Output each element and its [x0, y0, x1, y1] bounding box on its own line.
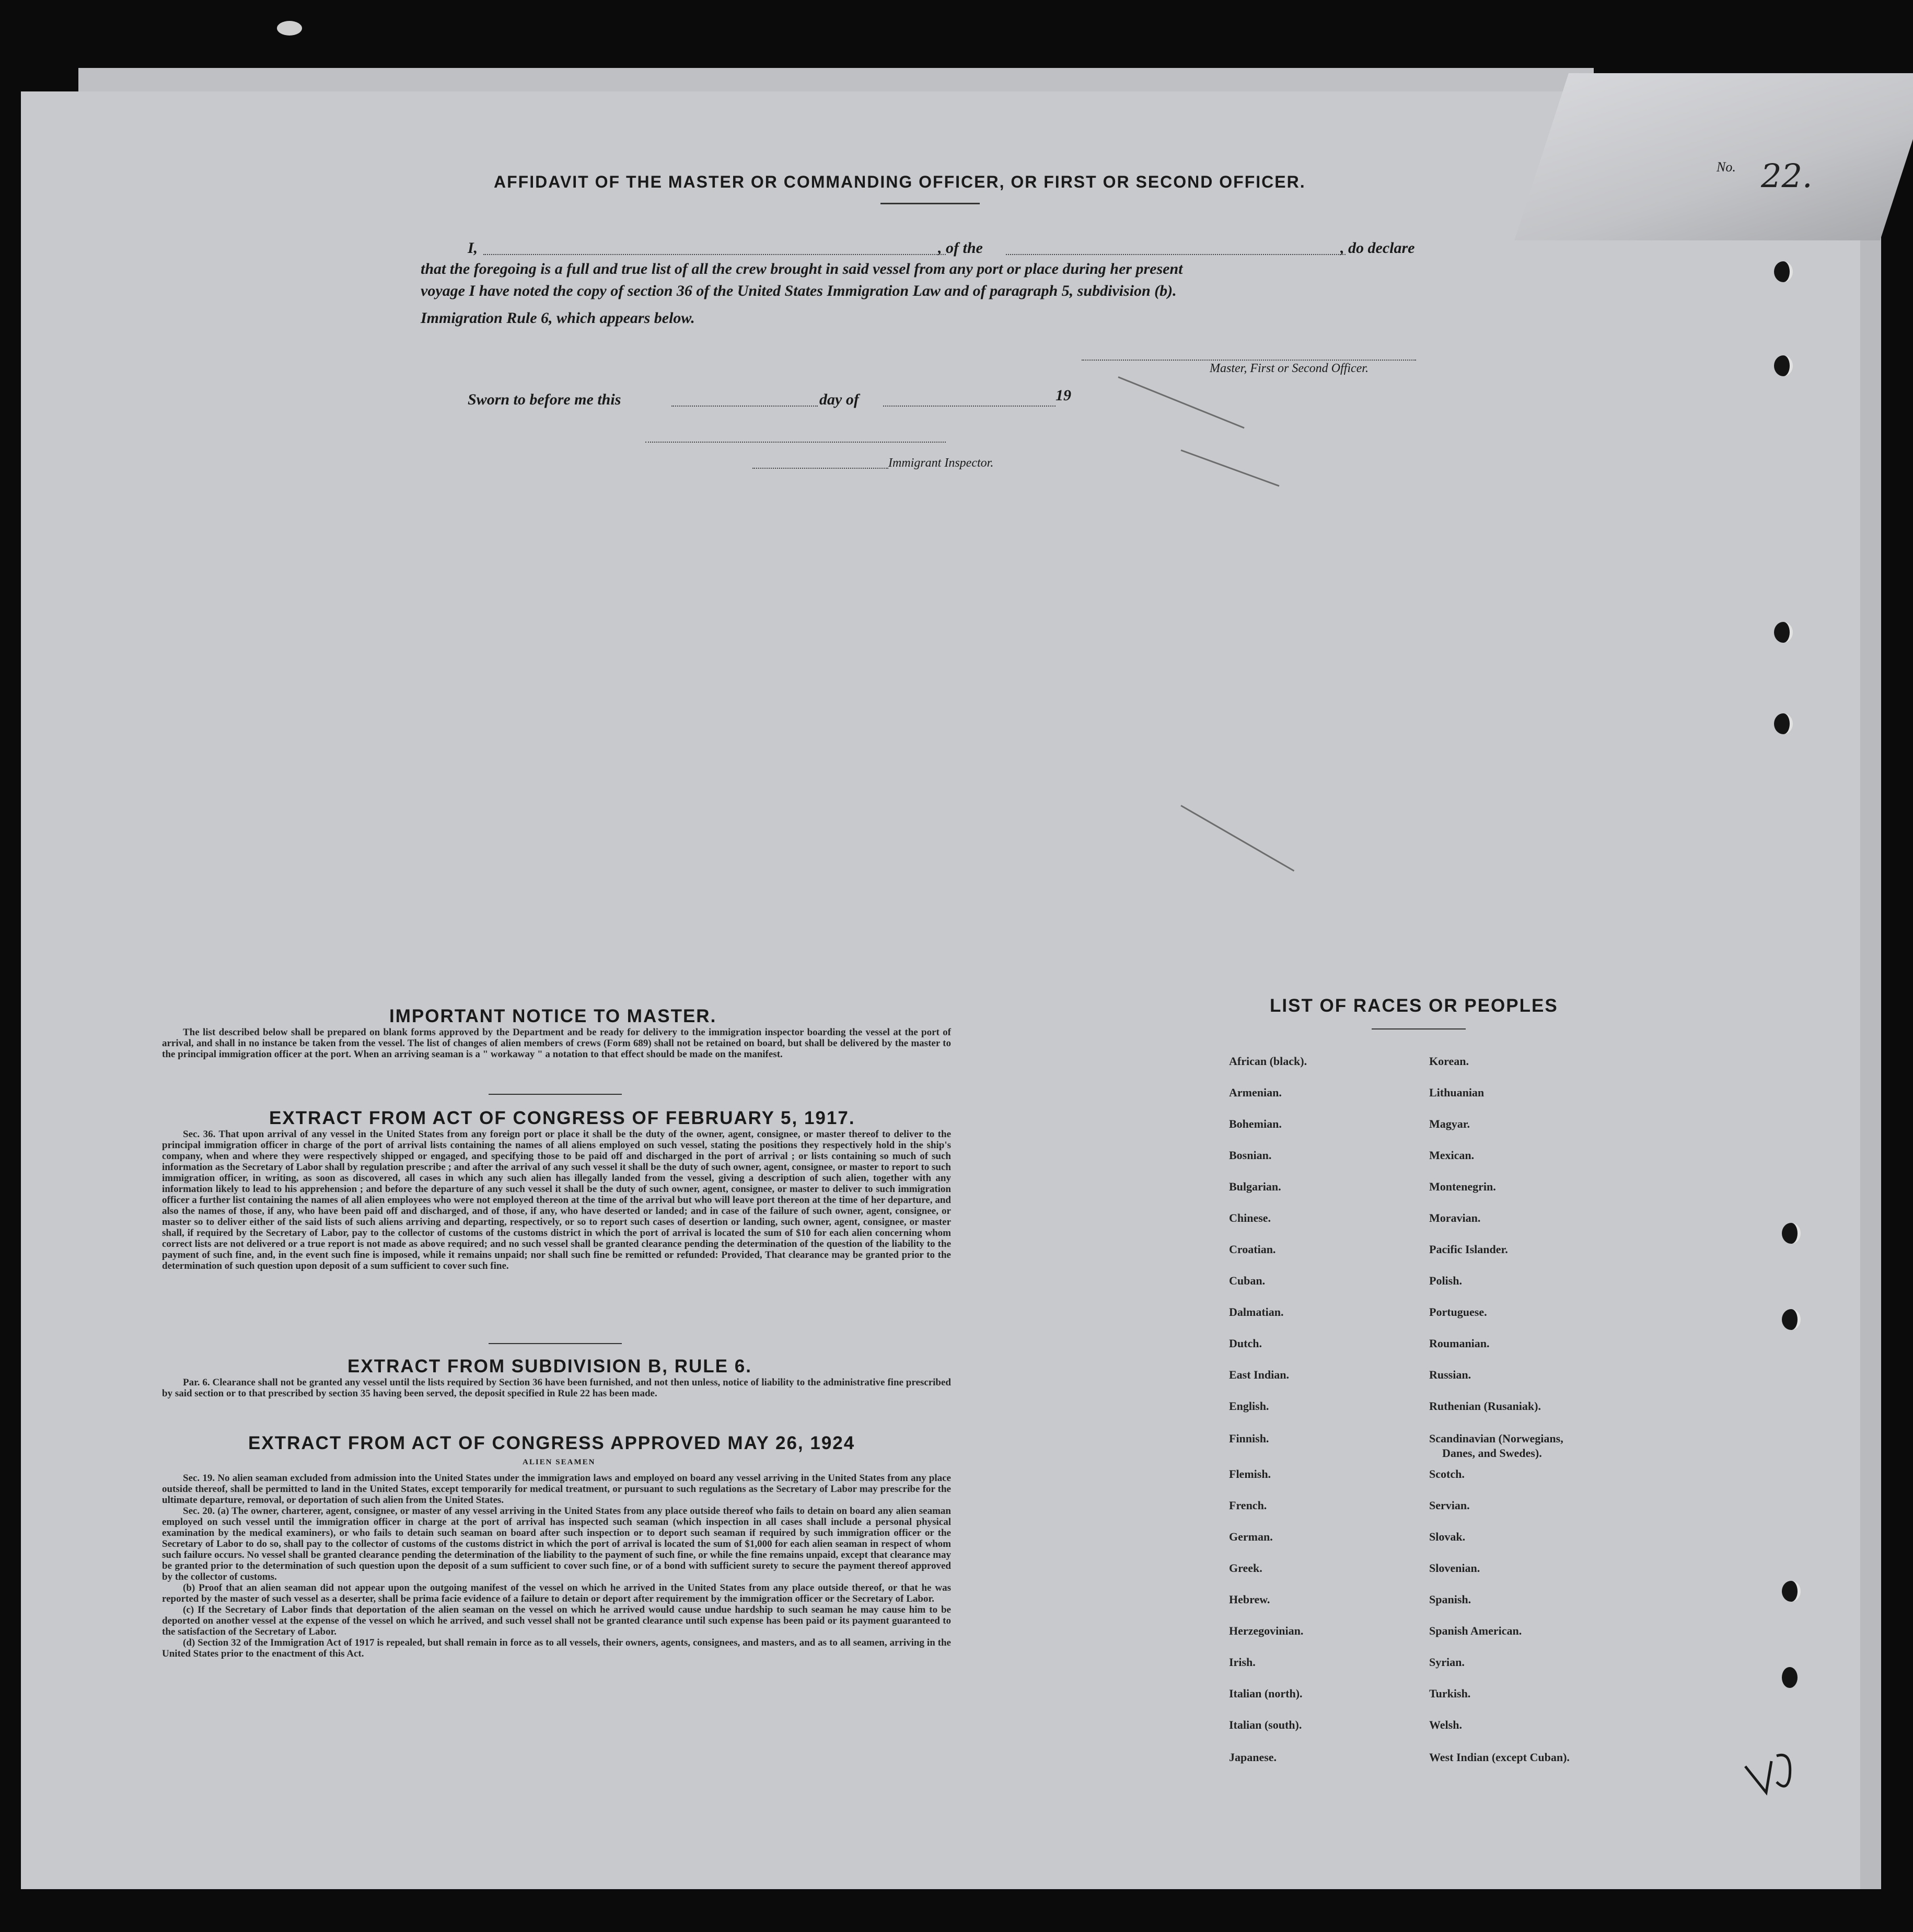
extract-1917-title: EXTRACT FROM ACT OF CONGRESS OF FEBRUARY 5, 1917.: [269, 1108, 855, 1128]
race-item: Bulgarian.: [1229, 1180, 1281, 1193]
race-item: German.: [1229, 1530, 1273, 1543]
master-signature-line[interactable]: [1082, 360, 1416, 361]
race-item: Armenian.: [1229, 1086, 1282, 1099]
extract-1917-text: [162, 1129, 951, 1271]
affidavit-title: AFFIDAVIT OF THE MASTER OR COMMANDING OFFICER, OR FIRST OR SECOND OFFICER.: [494, 172, 1306, 191]
affidavit-body-3: Immigration Rule 6, which appears below.: [421, 309, 695, 327]
race-item: Dutch.: [1229, 1337, 1262, 1350]
affidavit-body-1: that the foregoing is a full and true list of all the crew brought in said vessel from any port or place during her present: [421, 260, 1183, 277]
witness-line[interactable]: [645, 442, 946, 443]
day-of-text: day of: [819, 391, 859, 408]
list-number-label: No.: [1717, 159, 1736, 175]
race-item: Slovak.: [1429, 1530, 1466, 1543]
race-item: Korean.: [1429, 1055, 1469, 1068]
race-item: Flemish.: [1229, 1467, 1271, 1480]
binder-hole: [1782, 1309, 1801, 1330]
race-item: Roumanian.: [1429, 1337, 1490, 1350]
race-item: Finnish.: [1229, 1432, 1269, 1445]
sec20c-paragraph: (c) If the Secretary of Labor finds that deportation of the alien seaman on the vessel on which he arrived would cause undue hardship to such seaman he may cause him to be deported on another vessel at the expense of the vessel on which he arrived, and such vessel shall not be granted clearance until such expense has been paid or its payment guaranteed to the satisfaction of the Secretary of Labor.: [162, 1604, 951, 1637]
race-item: African (black).: [1229, 1055, 1307, 1068]
inspector-caption: Immigrant Inspector.: [888, 456, 994, 470]
binder-hole: [1774, 355, 1793, 376]
alien-seamen-subtitle: ALIEN SEAMEN: [523, 1458, 596, 1466]
race-item: French.: [1229, 1499, 1267, 1512]
sec36-paragraph: Sec. 36. That upon arrival of any vessel in the United States from any foreign port or place it shall be the duty of the owner, agent, consignee, or master thereof to deliver to the principal immigration officer in charge of the port of arrival lists containing the names of all aliens employed on such vessel, stating the positions they respectively hold in the ship's company, when and where they were respectively shipped or engaged, and specifying those to be paid off and discharged in the port of arrival ; or lists containing so much of such information as the Secretary of Labor shall by regulation prescribe ; and after the arrival of any such vessel it shall be the duty of such owner, agent, consignee, or master to report to such immigration officer, in writing, as soon as discovered, all cases in which any such alien has illegally landed from the vessel, giving a description of such alien, together with any information likely to lead to his apprehension ; and before the departure of any such vessel it shall be the duty of such owner, agent, consignee, or master to deliver to such immigration officer a further list containing the names of all alien employees who were not employed thereon at the time of the arrival but who will leave port thereon at the time of her departure, and also the names of those, if any, who have been paid off and discharged, and of those, if any, who have deserted or landed; and in case of the failure of such owner, agent, consignee, or master so to deliver either of the said lists of such aliens arriving and departing, respectively, or so to report such cases of desertion or landing, such owner, agent, consignee, or master shall, if required by the Secretary of Labor, pay to the collector of customs of the customs district in which the port of arrival is located the sum of $10 for each alien concerning whom correct lists are not delivered or a true report is not made as above required; and no such vessel shall be granted clearance pending the determination of the question of the liability to the payment of such fine, and, in the event such fine is imposed, while it remains unpaid; nor shall such fine be remitted or refunded: Provided, That clearance may be granted prior to the determination of such question upon deposit of a sum sufficient to cover such fine.: [162, 1129, 951, 1271]
race-item: Moravian.: [1429, 1211, 1481, 1224]
binder-hole: [1782, 1581, 1801, 1602]
divider: [489, 1094, 622, 1095]
inspector-signature-line[interactable]: [752, 468, 888, 469]
race-item: Polish.: [1429, 1274, 1462, 1287]
par6-paragraph: Par. 6. Clearance shall not be granted any vessel until the lists required by Section 36 have been furnished, and not then unless, notice of liability to the administrative fine prescribed by said section or to that prescribed by section 35 having been served, the deposit specified in Rule 22 has been made.: [162, 1377, 951, 1399]
year-prefix: 19: [1056, 387, 1071, 404]
sec20d-paragraph: (d) Section 32 of the Immigration Act of 1917 is repealed, but shall remain in force as to all vessels, their owners, agents, consignees, and masters, and as to all seamen, arriving in the United States prior to the enactment of this Act.: [162, 1637, 951, 1659]
folded-corner: [1514, 73, 1913, 240]
sec20a-paragraph: Sec. 20. (a) The owner, charterer, agent, consignee, or master of any vessel arriving in the United States from any place outside thereof who fails to detain on board any alien seaman employed on such vessel until the immigration officer in charge at the port of arrival has inspected such seaman (which inspection in all cases shall include a personal physical examination by the medical examiners), or who fails to detain such seaman on board after such inspection or to deport such seaman if required by such immigration officer or the Secretary of Labor to do so, shall pay to the collector of customs of the customs district in which the port of arrival is located the sum of $1,000 for each alien seaman in respect of whom such failure occurs. No vessel shall be granted clearance pending the determination of the liability to the payment of such fine, or while the fine remains unpaid, except that clearance may be granted prior to the determination of such question upon the deposit of a sum sufficient to cover such fine, or of a bond with sufficient surety to secure the payment thereof approved by the collector of customs.: [162, 1506, 951, 1582]
race-item: Turkish.: [1429, 1687, 1471, 1700]
list-number-handwritten: 22.: [1761, 157, 1813, 195]
sworn-day-field[interactable]: [671, 406, 818, 407]
race-item: West Indian (except Cuban).: [1429, 1751, 1570, 1764]
race-item: Spanish.: [1429, 1593, 1471, 1606]
affidavit-body-2: voyage I have noted the copy of section 36 of the United States Immigration Law and of paragraph 5, subdivision (b).: [421, 282, 1177, 299]
race-item: Japanese.: [1229, 1751, 1277, 1764]
race-item: Scandinavian (Norwegians,: [1429, 1432, 1563, 1445]
race-item: Portuguese.: [1429, 1305, 1487, 1318]
race-item: Italian (north).: [1229, 1687, 1303, 1700]
race-item: Irish.: [1229, 1656, 1256, 1669]
rule6-text: [162, 1377, 951, 1399]
binder-hole: [1774, 261, 1793, 282]
master-signature-caption: Master, First or Second Officer.: [1210, 362, 1369, 375]
race-item: Herzegovinian.: [1229, 1624, 1304, 1637]
race-item: Ruthenian (Rusaniak).: [1429, 1399, 1541, 1413]
race-item-continuation: Danes, and Swedes).: [1442, 1447, 1542, 1460]
race-item: Chinese.: [1229, 1211, 1271, 1224]
sworn-month-field[interactable]: [883, 406, 1056, 407]
race-item: Dalmatian.: [1229, 1305, 1284, 1318]
race-item: Lithuanian: [1429, 1086, 1485, 1099]
race-item: Welsh.: [1429, 1718, 1462, 1731]
sworn-text: Sworn to before me this: [468, 391, 621, 408]
title-rule: [880, 203, 980, 204]
races-rule: [1372, 1028, 1466, 1029]
ink-blot: [277, 21, 302, 36]
vessel-name-field[interactable]: [1006, 254, 1346, 255]
race-item: Scotch.: [1429, 1467, 1465, 1480]
notice-title: IMPORTANT NOTICE TO MASTER.: [389, 1006, 717, 1026]
race-item: Bosnian.: [1229, 1149, 1272, 1162]
race-item: Bohemian.: [1229, 1117, 1282, 1130]
declarant-name-field[interactable]: [483, 254, 946, 255]
races-title: LIST OF RACES OR PEOPLES: [1270, 996, 1558, 1016]
race-item: Pacific Islander.: [1429, 1243, 1508, 1256]
binder-hole: [1782, 1667, 1798, 1688]
affidavit-i: I,: [468, 239, 478, 257]
notice-text: [162, 1027, 951, 1060]
extract-1924-text: [162, 1473, 951, 1659]
binder-hole: [1782, 1223, 1801, 1244]
binder-hole: [1774, 713, 1793, 734]
rule6-title: EXTRACT FROM SUBDIVISION B, RULE 6.: [347, 1356, 752, 1376]
race-item: Croatian.: [1229, 1243, 1276, 1256]
handwritten-check-mark: [1740, 1745, 1803, 1803]
race-item: Hebrew.: [1229, 1593, 1270, 1606]
race-item: Montenegrin.: [1429, 1180, 1496, 1193]
binder-hole: [1774, 622, 1793, 643]
race-item: Syrian.: [1429, 1656, 1465, 1669]
race-item: Mexican.: [1429, 1149, 1475, 1162]
race-item: Spanish American.: [1429, 1624, 1522, 1637]
notice-paragraph: The list described below shall be prepared on blank forms approved by the Department and be ready for delivery to the immigration inspector boarding the vessel at the port of arrival, and shall in no instance be taken from the vessel. The list of changes of alien members of crews (Form 689) shall not be retained on board, but shall be delivered by the master to the principal immigration officer at the port. When an arriving seaman is a " workaway " a notation to that effect should be made on the manifest.: [162, 1027, 951, 1060]
race-item: Russian.: [1429, 1368, 1471, 1381]
divider: [489, 1343, 622, 1344]
race-item: Greek.: [1229, 1561, 1262, 1575]
race-item: English.: [1229, 1399, 1269, 1413]
race-item: East Indian.: [1229, 1368, 1289, 1381]
race-item: Magyar.: [1429, 1117, 1470, 1130]
race-item: Cuban.: [1229, 1274, 1266, 1287]
race-item: Slovenian.: [1429, 1561, 1480, 1575]
race-item: Servian.: [1429, 1499, 1470, 1512]
sec20b-paragraph: (b) Proof that an alien seaman did not appear upon the outgoing manifest of the vessel on which he arrived in the United States from any place outside thereof, or that he was reported by the master of such vessel as a deserter, shall be prima facie evidence of a failure to detain or deport after requirement by the immigration officer or the Secretary of Labor.: [162, 1582, 951, 1604]
affidavit-declare: , do declare: [1340, 239, 1415, 257]
affidavit-of-the: , of the: [938, 239, 983, 257]
extract-1924-title: EXTRACT FROM ACT OF CONGRESS APPROVED MAY 26, 1924: [248, 1433, 855, 1453]
sec19-paragraph: Sec. 19. No alien seaman excluded from admission into the United States under the immigration laws and employed on board any vessel arriving in the United States from any place outside thereof, shall be permitted to land in the United States, except temporarily for medical treatment, or pursuant to such regulations as the Secretary of Labor may prescribe for the ultimate departure, removal, or deportation of such alien from the United States.: [162, 1473, 951, 1506]
race-item: Italian (south).: [1229, 1718, 1302, 1731]
